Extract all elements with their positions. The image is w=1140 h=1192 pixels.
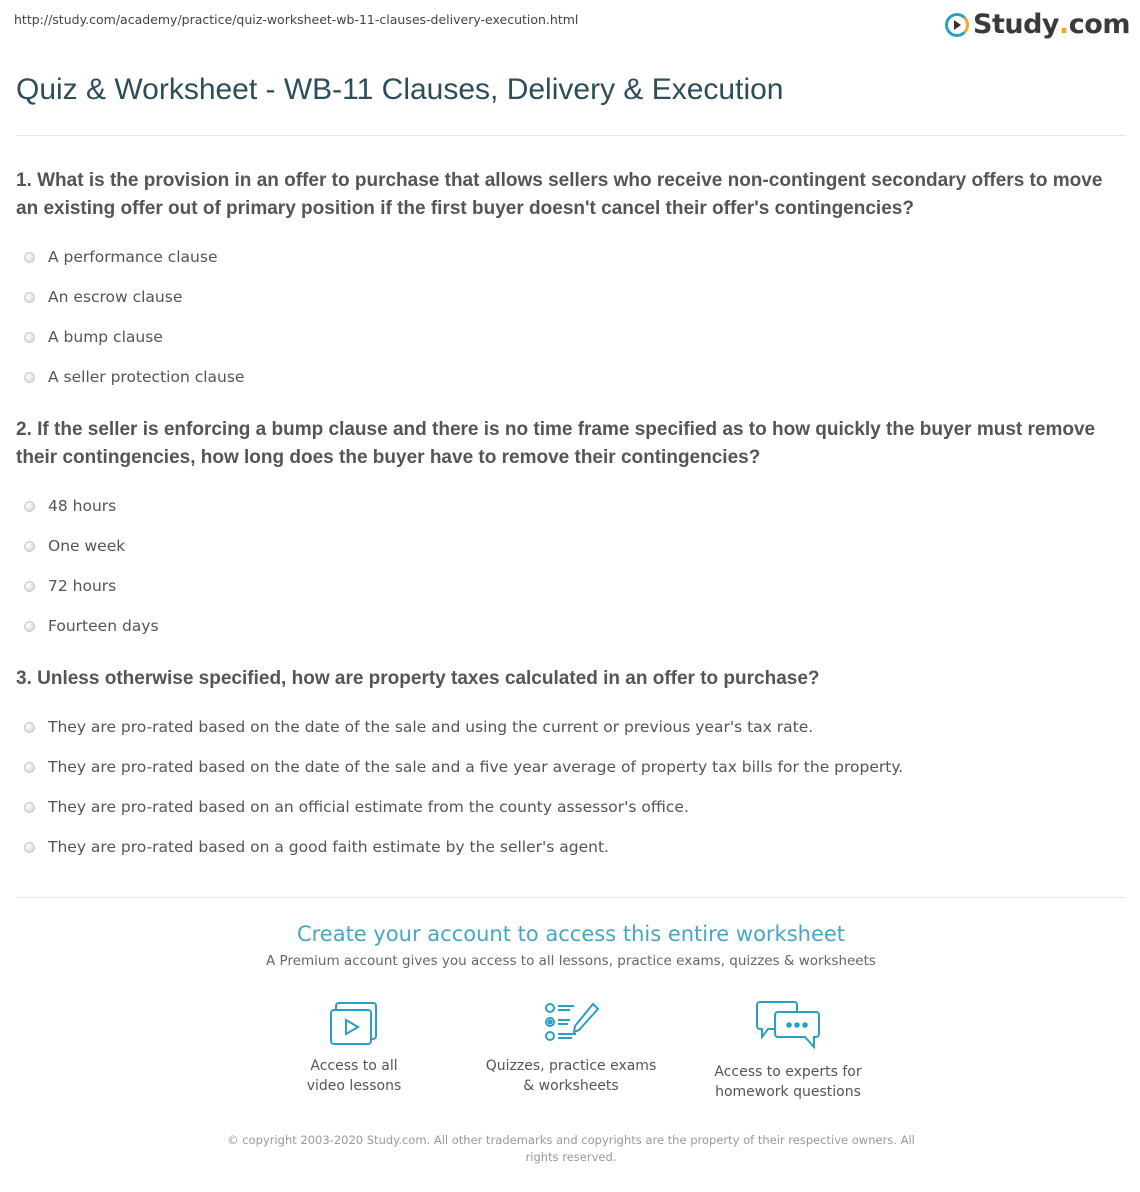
feature-label: video lessons: [306, 1078, 402, 1094]
logo-text: Study: [973, 9, 1060, 40]
answer-option[interactable]: [16, 486, 1126, 526]
answer-option[interactable]: [16, 566, 1126, 606]
feature-label: Quizzes, practice exams: [485, 1058, 657, 1074]
radio-icon[interactable]: [24, 722, 35, 733]
radio-icon[interactable]: [24, 762, 35, 773]
question-1: 1. What is the provision in an offer to purchase that allows sellers who receive non-contingent secondary offers to move an existing offer out of primary position if the first buyer doesn't cancel their offer's contingencies?: [16, 170, 1103, 219]
divider: [16, 897, 1126, 898]
option-label: Fourteen days: [48, 617, 159, 635]
option-label: A performance clause: [48, 248, 218, 266]
feature-video-lessons: [254, 1000, 454, 1102]
answer-option[interactable]: [16, 317, 1126, 357]
feature-label: Access to all: [310, 1058, 398, 1074]
question-block-2: [16, 416, 1126, 646]
radio-icon[interactable]: [24, 372, 35, 383]
play-logo-icon: [945, 13, 969, 37]
option-label: They are pro-rated based on a good faith estimate by the seller's agent.: [48, 838, 609, 856]
page-title: Quiz & Worksheet - WB-11 Clauses, Delivery & Execution: [16, 73, 784, 106]
logo-dot: .: [1059, 9, 1069, 40]
radio-icon[interactable]: [24, 292, 35, 303]
answer-option[interactable]: [16, 606, 1126, 646]
feature-quizzes: [471, 1000, 671, 1102]
radio-icon[interactable]: [24, 621, 35, 632]
divider: [16, 135, 1126, 136]
feature-experts: [688, 1000, 888, 1102]
option-label: An escrow clause: [48, 288, 183, 306]
chat-bubbles-icon: [756, 1000, 820, 1052]
feature-label: homework questions: [715, 1084, 861, 1100]
radio-icon[interactable]: [24, 501, 35, 512]
answer-option[interactable]: [16, 237, 1126, 277]
option-label: A seller protection clause: [48, 368, 245, 386]
page-url: http://study.com/academy/practice/quiz-worksheet-wb-11-clauses-delivery-execution.html: [14, 12, 579, 27]
radio-icon[interactable]: [24, 332, 35, 343]
answer-option[interactable]: [16, 277, 1126, 317]
option-label: 72 hours: [48, 577, 117, 595]
answer-option[interactable]: [16, 707, 1126, 747]
radio-icon[interactable]: [24, 541, 35, 552]
question-block-1: [16, 167, 1126, 397]
answer-option[interactable]: [16, 526, 1126, 566]
create-account-link[interactable]: Create your account to access this entire worksheet: [296, 922, 846, 946]
answer-option[interactable]: [16, 747, 1126, 787]
radio-icon[interactable]: [24, 252, 35, 263]
question-3: 3. Unless otherwise specified, how are property taxes calculated in an offer to purchase?: [16, 668, 820, 689]
option-label: A bump clause: [48, 328, 163, 346]
study-logo[interactable]: [945, 9, 1130, 40]
feature-label: & worksheets: [523, 1078, 619, 1094]
answer-option[interactable]: [16, 827, 1126, 867]
option-label: One week: [48, 537, 126, 555]
quiz-checklist-icon: [543, 1000, 599, 1046]
option-label: 48 hours: [48, 497, 117, 515]
question-block-3: [16, 665, 1126, 867]
copyright: © copyright 2003-2020 Study.com. All other trademarks and copyrights are the property of their respective owners. All rights reserved.: [227, 1133, 915, 1164]
video-lessons-icon: [328, 1000, 380, 1046]
radio-icon[interactable]: [24, 842, 35, 853]
option-label: They are pro-rated based on the date of the sale and a five year average of property tax bills for the property.: [48, 758, 904, 776]
radio-icon[interactable]: [24, 581, 35, 592]
features-row: [16, 1000, 1126, 1102]
radio-icon[interactable]: [24, 802, 35, 813]
option-label: They are pro-rated based on an official estimate from the county assessor's office.: [48, 798, 689, 816]
question-2: 2. If the seller is enforcing a bump clause and there is no time frame specified as to how quickly the buyer must remove their contingencies, how long does the buyer have to remove their contingencies?: [16, 419, 1096, 468]
option-label: They are pro-rated based on the date of the sale and using the current or previous year's tax rate.: [48, 718, 814, 736]
answer-option[interactable]: [16, 787, 1126, 827]
cta-subtitle: A Premium account gives you access to all lessons, practice exams, quizzes & worksheets: [266, 953, 876, 969]
logo-suffix: com: [1068, 9, 1130, 40]
feature-label: Access to experts for: [714, 1064, 862, 1080]
answer-option[interactable]: [16, 357, 1126, 397]
